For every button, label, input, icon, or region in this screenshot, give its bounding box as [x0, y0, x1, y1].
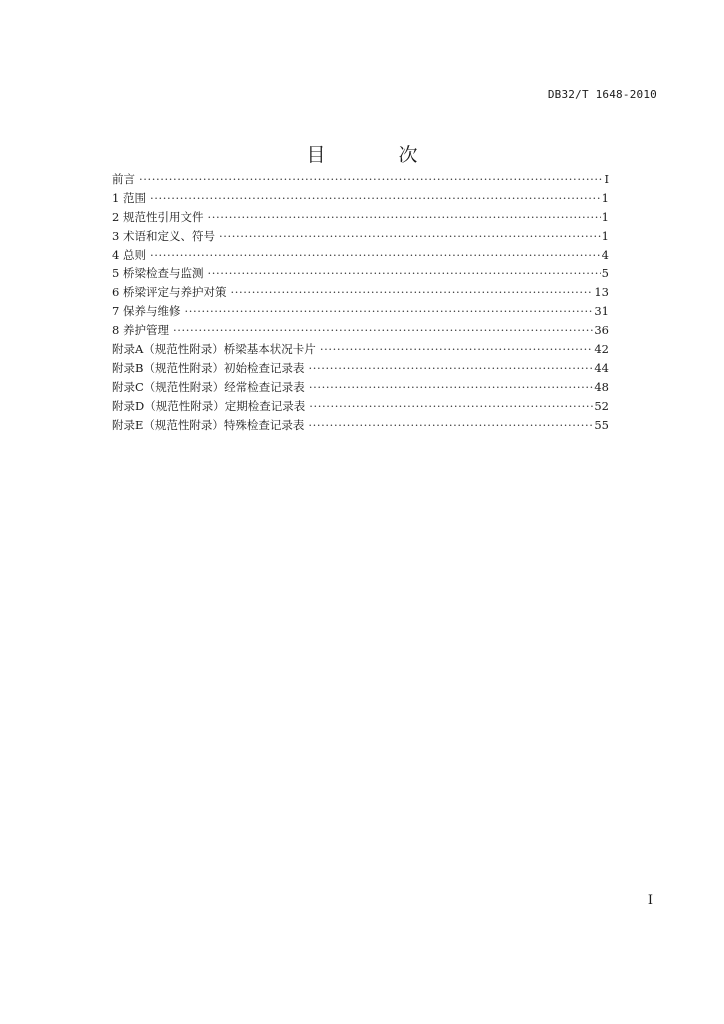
toc-entry-label: 4 总则: [112, 247, 146, 262]
page-title: 目 次: [306, 144, 445, 166]
toc-entry-label: 附录D（规范性附录）定期检查记录表: [112, 398, 306, 413]
toc-entry-label: 8 养护管理: [112, 323, 169, 338]
toc-dot-leader: [308, 416, 593, 435]
toc-dot-leader: [207, 264, 600, 283]
toc-entry-page: 31: [594, 304, 609, 319]
toc-entry-label: 附录E（规范性附录）特殊检查记录表: [112, 417, 305, 432]
toc-entry-general[interactable]: [112, 246, 609, 265]
toc-entry-page: 44: [594, 360, 609, 375]
toc-entry-page: 42: [594, 342, 609, 357]
toc-entry-maintenance-management[interactable]: [112, 321, 609, 340]
toc-entry-label: 附录B（规范性附录）初始检查记录表: [112, 360, 305, 375]
toc-dot-leader: [207, 208, 600, 227]
toc-entry-appendix-d[interactable]: [112, 397, 609, 416]
toc-entry-page: 13: [594, 285, 609, 300]
toc-entry-foreword[interactable]: [112, 170, 609, 189]
toc-entry-appendix-a[interactable]: [112, 340, 609, 359]
toc-entry-appendix-c[interactable]: [112, 378, 609, 397]
toc-entry-normative-references[interactable]: [112, 208, 609, 227]
toc-dot-leader: [139, 170, 603, 189]
toc-entry-label: 3 术语和定义、符号: [112, 228, 215, 243]
toc-dot-leader: [308, 359, 593, 378]
toc-entry-page: I: [604, 172, 609, 186]
toc-entry-page: 52: [594, 398, 609, 413]
toc-entry-evaluation-countermeasures[interactable]: [112, 283, 609, 302]
toc-dot-leader: [150, 189, 601, 208]
toc-entry-label: 2 规范性引用文件: [112, 209, 204, 224]
toc-entry-appendix-e[interactable]: [112, 416, 609, 435]
toc-entry-label: 附录C（规范性附录）经常检查记录表: [112, 379, 305, 394]
toc-dot-leader: [219, 227, 601, 246]
table-of-contents: [112, 170, 609, 434]
toc-entry-page: 55: [594, 417, 609, 432]
toc-entry-page: 1: [601, 228, 609, 243]
standard-code: DB32/T 1648-2010: [547, 88, 657, 101]
toc-entry-page: 36: [594, 323, 609, 338]
toc-dot-leader: [184, 302, 593, 321]
toc-entry-page: 48: [594, 379, 609, 394]
toc-dot-leader: [150, 246, 601, 265]
toc-dot-leader: [309, 378, 594, 397]
toc-entry-page: 1: [601, 209, 609, 224]
toc-entry-label: 6 桥梁评定与养护对策: [112, 285, 227, 300]
toc-entry-page: 1: [601, 190, 609, 205]
toc-entry-maintenance-repair[interactable]: [112, 302, 609, 321]
toc-entry-appendix-b[interactable]: [112, 359, 609, 378]
toc-dot-leader: [173, 321, 593, 340]
toc-dot-leader: [230, 283, 593, 302]
toc-entry-page: 4: [601, 247, 609, 262]
toc-entry-page: 5: [601, 266, 609, 281]
toc-entry-inspection-monitoring[interactable]: [112, 264, 609, 283]
toc-dot-leader: [320, 340, 594, 359]
toc-entry-label: 7 保养与维修: [112, 304, 181, 319]
toc-entry-terms-definitions[interactable]: [112, 227, 609, 246]
toc-entry-label: 1 范围: [112, 190, 146, 205]
toc-entry-label: 前言: [112, 172, 135, 186]
toc-entry-label: 5 桥梁检查与监测: [112, 266, 204, 281]
toc-entry-scope[interactable]: [112, 189, 609, 208]
page-number: I: [647, 893, 653, 908]
toc-entry-label: 附录A（规范性附录）桥梁基本状况卡片: [112, 342, 316, 357]
toc-dot-leader: [309, 397, 593, 416]
